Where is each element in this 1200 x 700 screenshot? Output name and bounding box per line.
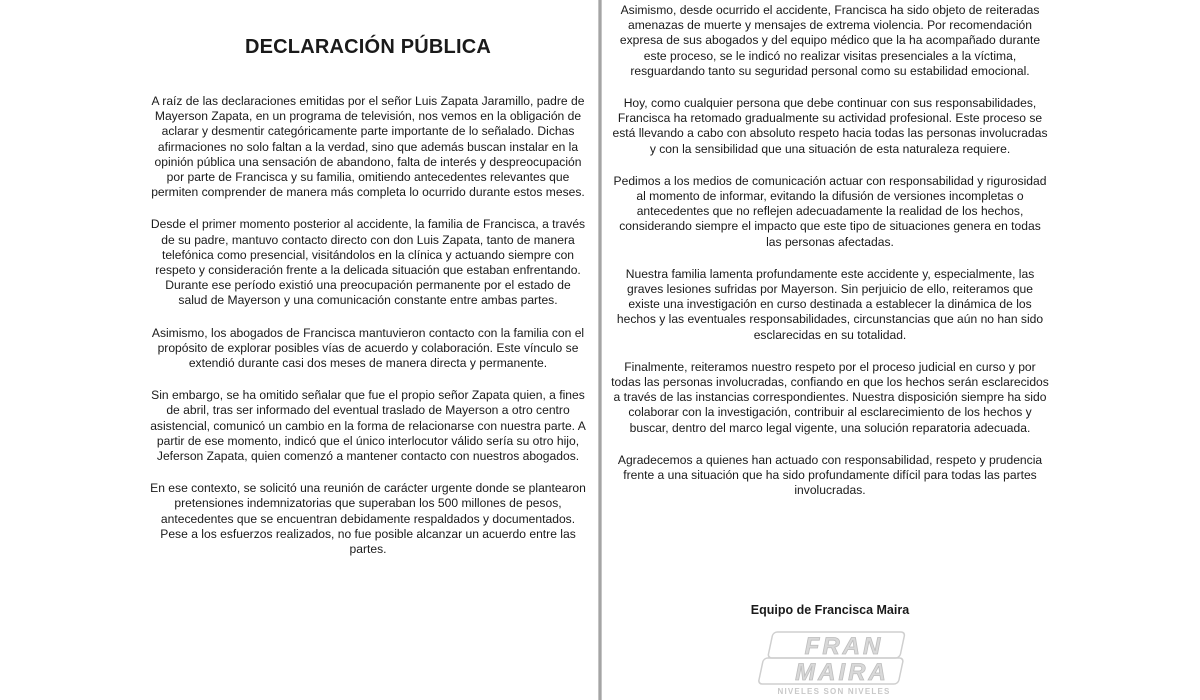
paragraph: Nuestra familia lamenta profundamente este accidente y, especialmente, las graves lesiones sufridas por Mayerson. Sin perjuicio de ello, reiteramos que existe una investigación en curso destinada a establecer la dinámica de los hechos y las eventuales responsabilidades, circunstancias que aún no han sido esclarecidas en su totalidad. <box>616 266 1044 342</box>
logo-tagline: NIVELES SON NIVELES <box>777 687 891 696</box>
paragraph: Desde el primer momento posterior al accidente, la familia de Francisca, a través de su padre, mantuvo contacto directo con don Luis Zapata, tanto de manera telefónica como presencial, visitándolos en la clínica y actuando siempre con respeto y consideración frente a la delicada situación que estaban enfrentando. Durante ese período existió una preocupación permanente por el estado de salud de Mayerson y una comunicación constante entre ambas partes. <box>150 217 586 308</box>
page-title: DECLARACIÓN PÚBLICA <box>244 36 492 58</box>
left-page <box>0 0 598 700</box>
paragraph: Asimismo, los abogados de Francisca mantuvieron contacto con la familia con el propósito de explorar posibles vías de acuerdo y colaboración. Este vínculo se extendió durante casi dos meses de manera directa y permanente. <box>151 325 585 371</box>
paragraph: A raíz de las declaraciones emitidas por el señor Luis Zapata Jaramillo, padre de Mayerson Zapata, en un programa de televisión, nos vemos en la obligación de aclarar y desmentir categóricamente parte importante de lo señalado. Dichas afirmaciones no solo faltan a la verdad, sino que además buscan instalar en la opinión pública una sensación de abandono, falta de interés y despreocupación por parte de Francisca y su familia, omitiendo antecedentes relevantes que permiten comprender de manera más completa lo ocurrido durante estos meses. <box>151 94 585 200</box>
left-column <box>150 94 586 574</box>
paragraph: Agradecemos a quienes han actuado con responsabilidad, respeto y prudencia frente a una situación que ha sido profundamente difícil para todas las partes involucradas. <box>617 452 1043 498</box>
right-column <box>610 3 1050 515</box>
paragraph: Hoy, como cualquier persona que debe continuar con sus responsabilidades, Francisca ha retomado gradualmente su actividad profesional. Este proceso se está llevando a cabo con absoluto respeto hacia todas las personas involucradas y con la sensibilidad que una situación de esta naturaleza requiere. <box>612 96 1048 156</box>
logo-line-2: MAIRA <box>795 659 889 686</box>
paragraph: En ese contexto, se solicitó una reunión de carácter urgente donde se plantearon pretensiones indemnizatorias que superaban los 500 millones de pesos, antecedentes que se encuentran debidamente respaldados y documentados. Pese a los esfuerzos realizados, no fue posible alcanzar un acuerdo entre las partes. <box>150 481 586 557</box>
paragraph: Asimismo, desde ocurrido el accidente, Francisca ha sido objeto de reiteradas amenazas de muerte y mensajes de extrema violencia. Por recomendación expresa de sus abogados y del equipo médico que la ha acompañado durante este proceso, se le indicó no realizar visitas presenciales a la víctima, resguardando tanto su seguridad personal como su estabilidad emocional. <box>619 3 1041 78</box>
paragraph: Pedimos a los medios de comunicación actuar con responsabilidad y rigurosidad al momento de informar, evitando la difusión de versiones incompletas o antecedentes que no reflejen adecuadamente la realidad de los hechos, considerando siempre el impacto que este tipo de situaciones genera en todas las personas afectadas. <box>613 173 1047 249</box>
paragraph: Sin embargo, se ha omitido señalar que fue el propio señor Zapata quien, a fines de abril, tras ser informado del eventual traslado de Mayerson a otro centro asistencial, comunicó un cambio en la forma de relacionarse con nuestra parte. A partir de ese momento, indicó que el único interlocutor válido sería su otro hijo, Jeferson Zapata, quien comenzó a mantener contacto con nuestros abogados. <box>150 388 586 464</box>
right-page <box>602 0 1200 700</box>
paragraph: Finalmente, reiteramos nuestro respeto por el proceso judicial en curso y por todas las personas involucradas, confiando en que los hechos serán esclarecidos a través de las instancias correspondientes. Nuestra disposición siempre ha sido colaborar con la investigación, contribuir al esclarecimiento de los hechos y buscar, dentro del marco legal vigente, una solución reparatoria adecuada. <box>611 359 1049 435</box>
fran-maira-logo <box>752 628 912 698</box>
signature: Equipo de Francisca Maira <box>750 603 910 617</box>
logo-line-1: FRAN <box>804 633 884 660</box>
